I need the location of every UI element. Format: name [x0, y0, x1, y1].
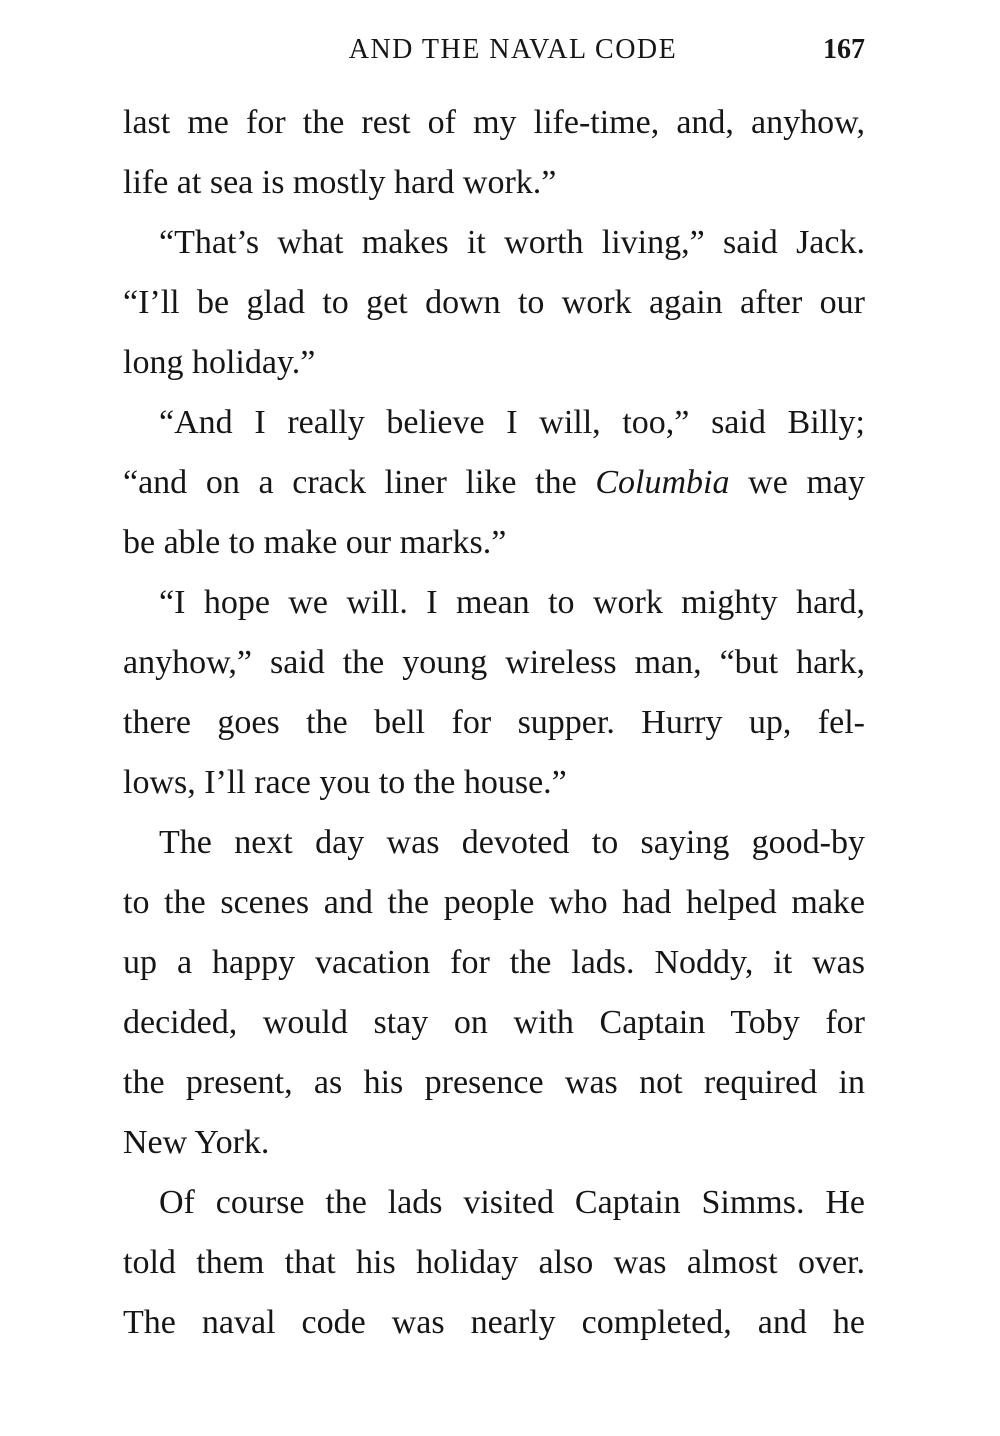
text-line: The naval code was nearly completed, and he	[123, 1304, 865, 1341]
text-line	[123, 453, 865, 513]
running-head	[123, 34, 865, 74]
ship-name: Columbia	[595, 464, 730, 501]
text-line: “I hope we will. I mean to work mighty hard,	[159, 584, 865, 621]
text-line: up a happy vacation for the lads. Noddy, it was	[123, 944, 865, 981]
page-number: 167	[823, 34, 865, 65]
text-line: anyhow,” said the young wireless man, “but hark,	[123, 644, 865, 681]
text-line: told them that his holiday also was almost over.	[123, 1244, 865, 1281]
text-line: to the scenes and the people who had helped make	[123, 884, 865, 921]
text-line: long holiday.”	[123, 344, 316, 381]
body-text	[123, 93, 865, 1353]
text-line: decided, would stay on with Captain Toby for	[123, 1004, 865, 1041]
text-line: last me for the rest of my life-time, and, anyhow,	[123, 104, 865, 141]
text-line: life at sea is mostly hard work.”	[123, 164, 557, 201]
text-line: “I’ll be glad to get down to work again after our	[123, 284, 865, 321]
text-line: there goes the bell for supper. Hurry up, fel-	[123, 704, 865, 741]
text-line: the present, as his presence was not required in	[123, 1064, 865, 1101]
text-fragment: “and on a crack liner like the	[123, 464, 577, 501]
text-line: lows, I’ll race you to the house.”	[123, 764, 567, 801]
text-line: New York.	[123, 1124, 270, 1161]
text-line: Of course the lads visited Captain Simms. He	[159, 1184, 865, 1221]
text-line: The next day was devoted to saying good-by	[159, 824, 865, 861]
text-line: be able to make our marks.”	[123, 524, 507, 561]
text-fragment: we may	[748, 464, 866, 501]
text-line: “And I really believe I will, too,” said Billy;	[159, 404, 865, 441]
running-title: AND THE NAVAL CODE	[348, 34, 678, 65]
text-line: “That’s what makes it worth living,” said Jack.	[159, 224, 865, 261]
